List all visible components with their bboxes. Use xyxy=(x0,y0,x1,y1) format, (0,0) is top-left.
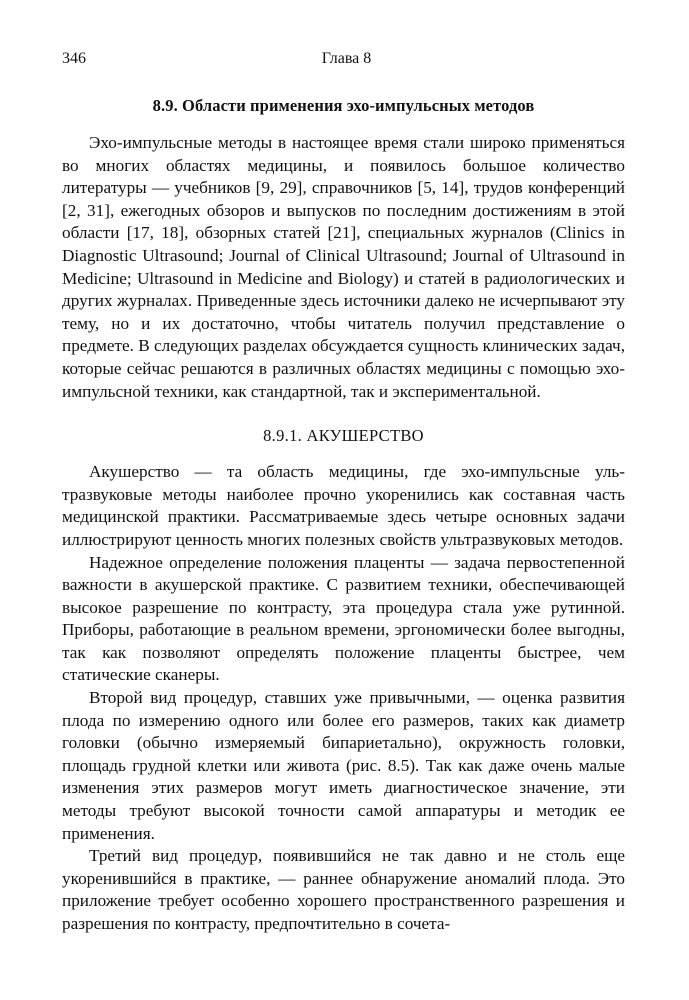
obstetrics-paragraph-1: Акушерство — та область медицины, где эхо-импульсные ультразвуковые методы наиболее прочно укоренились как составная часть медицинской практики. Рассматриваемые здесь четыре основных задачи иллюстрируют ценность многих полезных свойств ультразвуковых методов. xyxy=(62,462,625,549)
obstetrics-paragraph-4: Третий вид процедур, появившийся не так давно и не столь еще укоренившийся в практике, — раннее обнаружение аномалий плода. Это приложение требует особенно хорошего пространственного разрешения и разрешения по контрасту, предпочтительно в сочета- xyxy=(62,846,625,933)
subsection-title: 8.9.1. АКУШЕРСТВО xyxy=(263,426,424,446)
book-page xyxy=(62,50,625,936)
section-paragraph: Эхо-импульсные методы в настоящее время стали широко применяться во многих областях медицины, и появилось большое количество литературы — учебников [9, 29], справочников [5, 14], трудов конференций [2, 31], ежегодных обзоров и выпусков по последним достижениям в этой области [17, 18], обзорных статей [21], специальных журналов (Clinics in Diagnostic Ultrasound; Journal of Clinical Ultrasound; Journal of Ultrasound in Medicine; Ultrasound in Medicine and Biology) и статей в радиологических и других журналах. Приведенные здесь источники далеко не исчерпывают эту тему, но и их достаточно, чтобы читатель получил представление о предмете. В следующих разделах обсуждается сущность клинических задач, которые сейчас решаются в различных областях медицины с помощью эхо-импульсной техники, как стандартной, так и экспериментальной. xyxy=(62,133,625,401)
obstetrics-paragraph-3: Второй вид процедур, ставших уже привычными, — оценка развития плода по измерению одного или более его размеров, таких как диаметр головки (обычно измеряемый бипариетально), окружность головки, площадь грудной клетки или живота (рис. 8.5). Так как даже очень малые изменения этих размеров могут иметь диагностическое значение, эти методы требуют высокой точности самой аппаратуры и методик ее применения. xyxy=(62,688,625,843)
chapter-title: Глава 8 xyxy=(321,50,372,67)
page-number: 346 xyxy=(62,50,86,67)
section-title: 8.9. Области применения эхо-импульсных методов xyxy=(152,96,535,115)
obstetrics-paragraph-2: Надежное определение положения плаценты — задача первостепенной важности в акушерской практике. С развитием техники, обеспечивающей высокое разрешение по контрасту, эта процедура стала уже рутинной. Приборы, работающие в реальном времени, эргономически более выгодны, так как позволяют определять положение плаценты быстрее, чем статические сканеры. xyxy=(62,552,625,685)
running-head xyxy=(62,50,625,74)
